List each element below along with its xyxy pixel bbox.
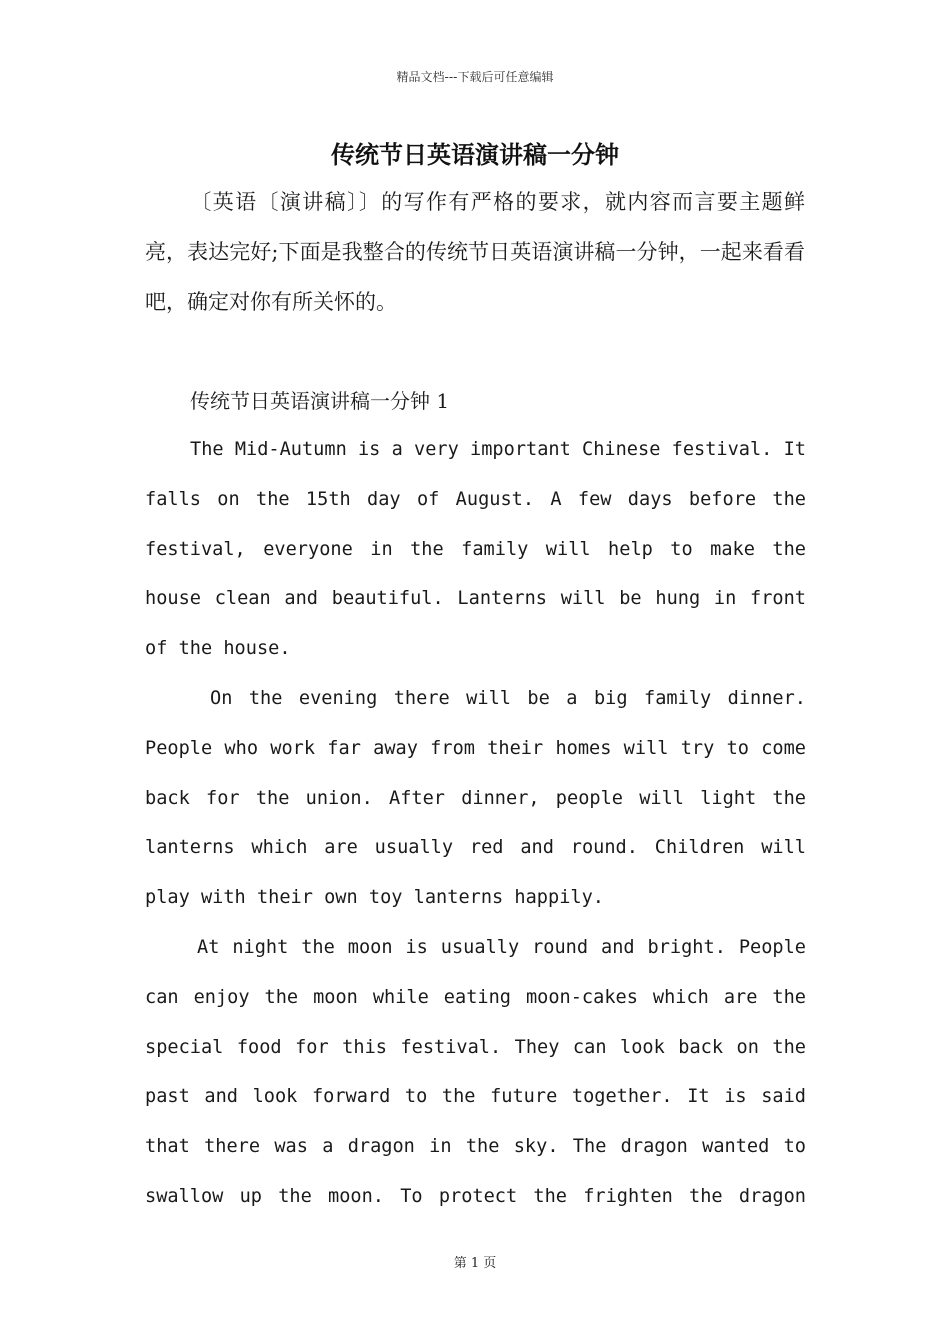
- body-paragraph-1: The Mid-Autumn is a very important Chinese festival. It falls on the 15th day of August. A few days before the festival, everyone in the family will help to make the house clean and beautiful. Lanterns will be hung in front of the house.: [145, 439, 806, 660]
- page-header: 精品文档---下载后可任意编辑: [396, 70, 554, 84]
- intro-paragraph: [145, 177, 805, 327]
- section-heading: 传统节日英语演讲稿一分钟 1: [190, 389, 450, 413]
- page-footer: 第 1 页: [453, 1256, 497, 1271]
- document-title: 传统节日英语演讲稿一分钟: [331, 140, 619, 169]
- intro-text: 〔英语〔演讲稿〕〕的写作有严格的要求，就内容而言要主题鲜亮，表达完好;下面是我整合的传统节日英语演讲稿一分钟，一起来看看吧，确定对你有所关怀的。: [145, 190, 805, 314]
- body-paragraph-2: On the evening there will be a big family dinner. People who work far away from their homes will try to come back for the union. After dinner, people will light the lanterns which are usually red and round. Children will play with their own toy lanterns happily.: [145, 688, 806, 909]
- body-paragraph-3: At night the moon is usually round and bright. People can enjoy the moon while eating moon-cakes which are the special food for this festival. They can look back on the past and look forward to the future together. It is said that there was a dragon in the sky. The dragon wanted to swallow up the moon. To protect the frighten the dragon: [145, 937, 806, 1207]
